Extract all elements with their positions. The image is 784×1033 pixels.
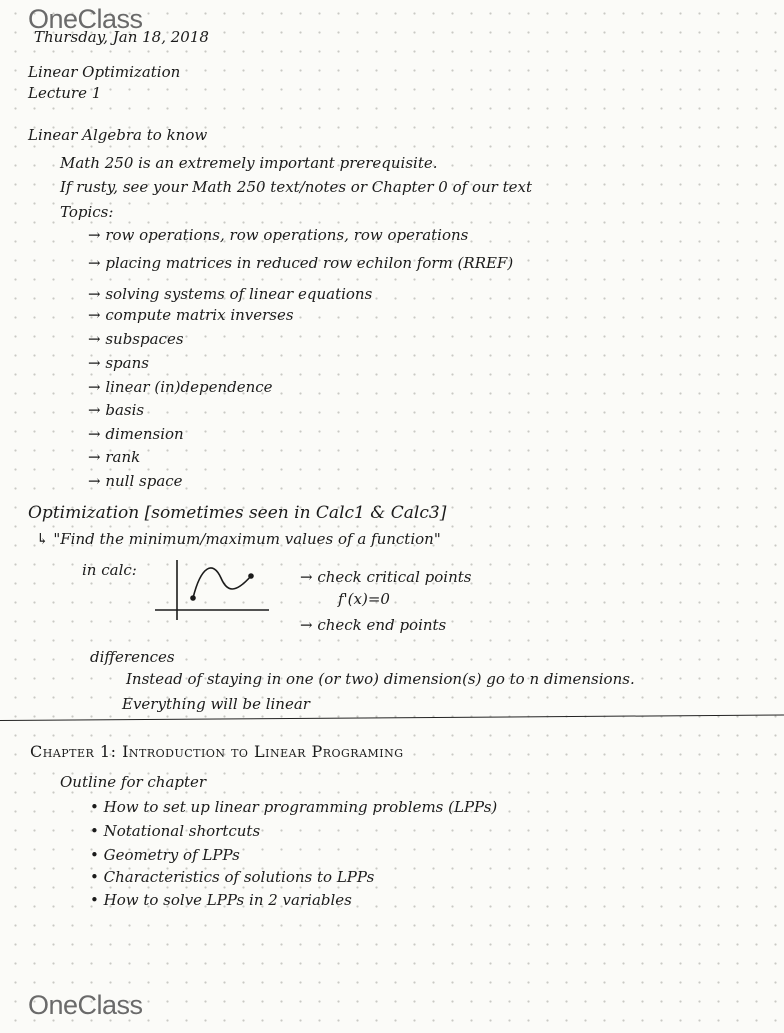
topic-item: → row operations, row operations, row operations <box>88 226 469 244</box>
oneclass-logo-bottom: OneClass <box>28 990 143 1020</box>
topic-item: → linear (in)dependence <box>88 378 273 396</box>
section-divider <box>0 715 784 721</box>
linear-algebra-heading: Linear Algebra to know <box>28 126 208 144</box>
in-calc-label: in calc: <box>82 561 137 579</box>
topic-item: → subspaces <box>88 330 184 348</box>
topics-label: Topics: <box>60 203 114 221</box>
topic-item: → basis <box>88 401 145 419</box>
topic-item: → dimension <box>88 425 184 443</box>
note-course: Linear Optimization <box>28 63 181 81</box>
oneclass-logo-top: OneClass <box>28 4 143 34</box>
graph-endpoint-left <box>190 595 196 601</box>
rusty-line: If rusty, see your Math 250 text/notes or Chapter 0 of our text <box>60 178 532 196</box>
differences-line-2: Everything will be linear <box>122 695 310 713</box>
outline-item: • Characteristics of solutions to LPPs <box>90 868 375 886</box>
outline-item: • Geometry of LPPs <box>90 846 240 864</box>
note-date: Thursday, Jan 18, 2018 <box>34 28 209 46</box>
differences-line-1: Instead of staying in one (or two) dimension(s) go to n dimensions. <box>126 670 635 688</box>
graph-curve <box>193 568 251 598</box>
outline-label: Outline for chapter <box>60 773 207 791</box>
graph-endpoint-right <box>248 573 254 579</box>
prerequisite-line: Math 250 is an extremely important prerequisite. <box>60 154 438 172</box>
outline-item: • Notational shortcuts <box>90 822 261 840</box>
topic-item: → compute matrix inverses <box>88 306 294 324</box>
topic-item: → null space <box>88 472 183 490</box>
graph-axes <box>155 560 269 620</box>
chapter-heading: Chapter 1: Introduction to Linear Programing <box>30 742 404 761</box>
function-graph-sketch <box>155 556 273 624</box>
optimization-quote: ↳ "Find the minimum/maximum values of a function" <box>36 530 441 548</box>
outline-item: • How to solve LPPs in 2 variables <box>90 891 352 909</box>
differences-label: differences <box>90 648 175 666</box>
topic-item: → rank <box>88 448 141 466</box>
topic-item: → spans <box>88 354 149 372</box>
derivative-equation: f'(x)=0 <box>338 590 390 608</box>
check-critical-points: → check critical points <box>300 568 472 586</box>
optimization-heading: Optimization [sometimes seen in Calc1 & Calc3] <box>28 503 447 523</box>
outline-item: • How to set up linear programming problems (LPPs) <box>90 798 498 816</box>
note-lecture: Lecture 1 <box>28 84 102 102</box>
topic-item: → solving systems of linear equations <box>88 285 373 303</box>
check-end-points: → check end points <box>300 616 447 634</box>
topic-item: → placing matrices in reduced row echilon form (RREF) <box>88 254 514 272</box>
